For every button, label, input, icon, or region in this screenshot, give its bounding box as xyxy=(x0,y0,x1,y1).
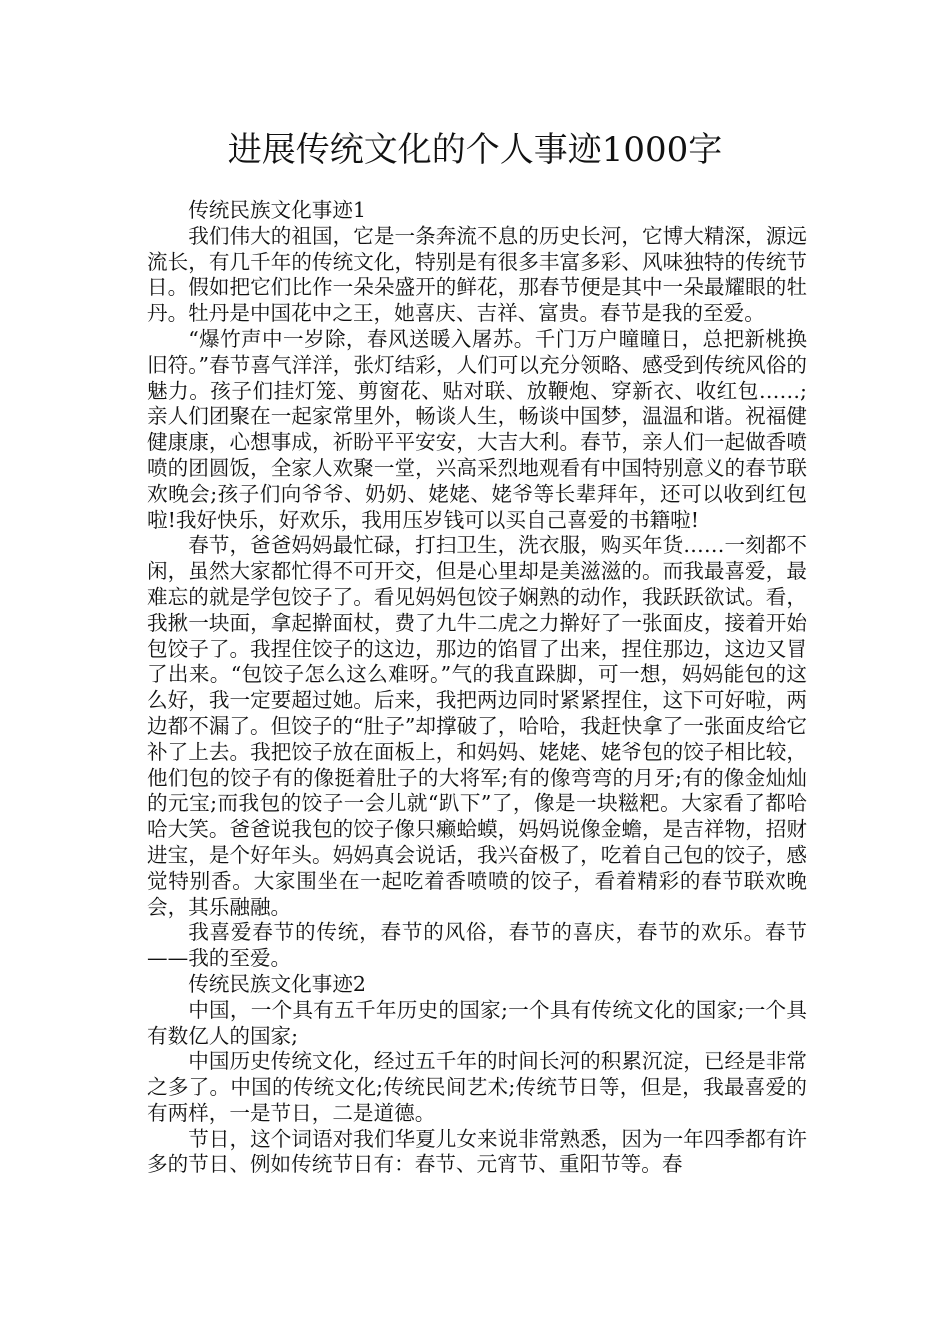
paragraph-1: 我们伟大的祖国，它是一条奔流不息的历史长河，它博大精深，源远流长，有几千年的传统文化，特别是有很多丰富多彩、风味独特的传统节日。假如把它们比作一朵朵盛开的鲜花，那春节便是其中一朵最耀眼的牡丹。牡丹是中国花中之王，她喜庆、吉祥、富贵。春节是我的至爱。 xyxy=(147,223,807,326)
paragraph-2: “爆竹声中一岁除，春风送暖入屠苏。千门万户曈曈日，总把新桃换旧符。”春节喜气洋洋，张灯结彩，人们可以充分领略、感受到传统风俗的魅力。孩子们挂灯笼、剪窗花、贴对联、放鞭炮、穿新衣、收红包……;亲人们团聚在一起家常里外，畅谈人生，畅谈中国梦，温温和谐。祝福健健康康，心想事成，祈盼平平安安，大吉大利。春节，亲人们一起做香喷喷的团圆饭，全家人欢聚一堂，兴高采烈地观看有中国特别意义的春节联欢晚会;孩子们向爷爷、奶奶、姥姥、姥爷等长辈拜年，还可以收到红包啦!我好快乐，好欢乐，我用压岁钱可以买自己喜爱的书籍啦! xyxy=(147,326,807,532)
paragraph-3: 春节，爸爸妈妈最忙碌，打扫卫生，洗衣服，购买年货……一刻都不闲，虽然大家都忙得不可开交，但是心里却是美滋滋的。而我最喜爱，最难忘的就是学包饺子了。看见妈妈包饺子娴熟的动作，我跃跃欲试。看，我揪一块面，拿起擀面杖，费了九牛二虎之力擀好了一张面皮，接着开始包饺子了。我捏住饺子的这边，那边的馅冒了出来，捏住那边，这边又冒了出来。“包饺子怎么这么难呀。”气的我直跺脚，可一想，妈妈能包的这么好，我一定要超过她。后来，我把两边同时紧紧捏住，这下可好啦，两边都不漏了。但饺子的“肚子”却撑破了，哈哈，我赶快拿了一张面皮给它补了上去。我把饺子放在面板上，和妈妈、姥姥、姥爷包的饺子相比较，他们包的饺子有的像挺着肚子的大将军;有的像弯弯的月牙;有的像金灿灿的元宝;而我包的饺子一会儿就“趴下”了，像是一块糍粑。大家看了都哈哈大笑。爸爸说我包的饺子像只癞蛤蟆，妈妈说像金蟾，是吉祥物，招财进宝，是个好年头。妈妈真会说话，我兴奋极了，吃着自己包的饺子，感觉特别香。大家围坐在一起吃着香喷喷的饺子，看着精彩的春节联欢晚会，其乐融融。 xyxy=(147,533,807,919)
document-title: 进展传统文化的个人事迹1000字 xyxy=(227,130,723,170)
paragraph-5: 中国，一个具有五千年历史的国家;一个具有传统文化的国家;一个具有数亿人的国家; xyxy=(147,997,807,1048)
document-body xyxy=(147,198,807,1178)
paragraph-4: 我喜爱春节的传统，春节的风俗，春节的喜庆，春节的欢乐。春节——我的至爱。 xyxy=(147,920,807,971)
section-heading-1: 传统民族文化事迹1 xyxy=(188,198,367,222)
paragraph-6: 中国历史传统文化，经过五千年的时间长河的积累沉淀，已经是非常之多了。中国的传统文化;传统民间艺术;传统节日等，但是，我最喜爱的有两样，一是节日，二是道德。 xyxy=(147,1049,807,1125)
section-heading-2: 传统民族文化事迹2 xyxy=(188,971,367,996)
paragraph-7: 节日，这个词语对我们华夏儿女来说非常熟悉，因为一年四季都有许多的节日、例如传统节日有：春节、元宵节、重阳节等。春 xyxy=(147,1126,807,1177)
